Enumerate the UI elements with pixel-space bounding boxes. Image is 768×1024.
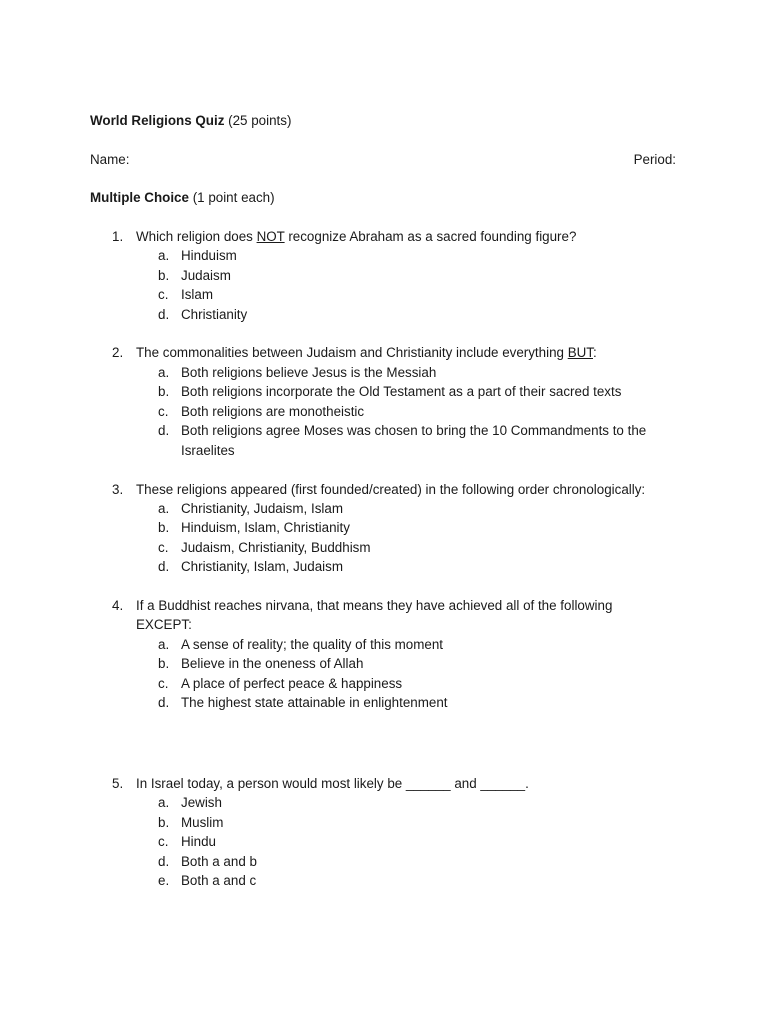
question-text xyxy=(136,229,576,245)
question-number: 1. xyxy=(112,229,124,244)
option-letter: a. xyxy=(158,365,170,380)
option-text: The highest state attainable in enlightenment xyxy=(181,695,448,710)
option-text: Christianity, Judaism, Islam xyxy=(181,501,343,516)
option-text: Believe in the oneness of Allah xyxy=(181,656,364,671)
option-letter: c. xyxy=(158,834,169,849)
option-letter: b. xyxy=(158,656,170,671)
quiz-title-text: World Religions Quiz xyxy=(90,113,225,128)
question-text: These religions appeared (first founded/created) in the following order chronologically: xyxy=(136,482,646,497)
section-note: (1 point each) xyxy=(192,190,275,205)
question-text-part: Which religion does xyxy=(136,229,257,244)
quiz-title xyxy=(90,113,291,129)
question-text-part: : xyxy=(593,345,597,360)
question-number: 3. xyxy=(112,482,124,497)
option-letter: a. xyxy=(158,248,170,263)
question-number: 4. xyxy=(112,598,124,613)
option-text: Hinduism, Islam, Christianity xyxy=(181,520,350,535)
option-letter: c. xyxy=(158,287,169,302)
option-letter: d. xyxy=(158,854,170,869)
option-text: Both religions agree Moses was chosen to bring the 10 Commandments to the xyxy=(181,423,647,438)
period-label: Period: xyxy=(633,152,676,167)
option-letter: c. xyxy=(158,404,169,419)
option-letter: a. xyxy=(158,795,170,810)
question-text xyxy=(136,345,597,361)
question-text: If a Buddhist reaches nirvana, that means they have achieved all of the following xyxy=(136,598,613,613)
option-letter: a. xyxy=(158,637,170,652)
name-label: Name: xyxy=(90,152,130,167)
option-text: Judaism, Christianity, Buddhism xyxy=(181,540,371,555)
option-text: Muslim xyxy=(181,815,224,830)
question-emphasis: BUT xyxy=(567,345,593,360)
section-title: Multiple Choice xyxy=(90,190,189,205)
option-text: Christianity xyxy=(181,307,248,322)
option-text: Hinduism xyxy=(181,248,237,263)
option-letter: d. xyxy=(158,559,170,574)
option-letter: b. xyxy=(158,520,170,535)
question-emphasis: NOT xyxy=(256,229,285,244)
question-number: 5. xyxy=(112,776,124,791)
option-text: Both a and c xyxy=(181,873,257,888)
option-text: Hindu xyxy=(181,834,216,849)
option-letter: b. xyxy=(158,384,170,399)
option-letter: c. xyxy=(158,676,169,691)
option-text: Jewish xyxy=(181,795,222,810)
option-letter: a. xyxy=(158,501,170,516)
option-text: Both a and b xyxy=(181,854,257,869)
option-text-continuation: Israelites xyxy=(181,443,235,458)
option-letter: e. xyxy=(158,873,170,888)
option-text: Christianity, Islam, Judaism xyxy=(181,559,343,574)
question-text: In Israel today, a person would most likely be ______ and ______. xyxy=(136,776,529,791)
option-letter: d. xyxy=(158,307,170,322)
option-letter: b. xyxy=(158,268,170,283)
option-text: A place of perfect peace & happiness xyxy=(181,676,403,691)
quiz-points: (25 points) xyxy=(228,113,292,128)
option-text: Both religions are monotheistic xyxy=(181,404,365,419)
option-letter: b. xyxy=(158,815,170,830)
option-text: Both religions incorporate the Old Testament as a part of their sacred texts xyxy=(181,384,622,399)
option-letter: c. xyxy=(158,540,169,555)
option-text: A sense of reality; the quality of this moment xyxy=(181,637,443,652)
option-letter: d. xyxy=(158,695,170,710)
question-text-part: The commonalities between Judaism and Christianity include everything xyxy=(136,345,568,360)
option-letter: d. xyxy=(158,423,170,438)
question-text-continuation: EXCEPT: xyxy=(136,617,192,632)
option-text: Judaism xyxy=(181,268,231,283)
option-text: Islam xyxy=(181,287,213,302)
option-text: Both religions believe Jesus is the Messiah xyxy=(181,365,437,380)
question-text-part: recognize Abraham as a sacred founding figure? xyxy=(284,229,577,244)
question-number: 2. xyxy=(112,345,124,360)
section-heading xyxy=(90,190,275,206)
